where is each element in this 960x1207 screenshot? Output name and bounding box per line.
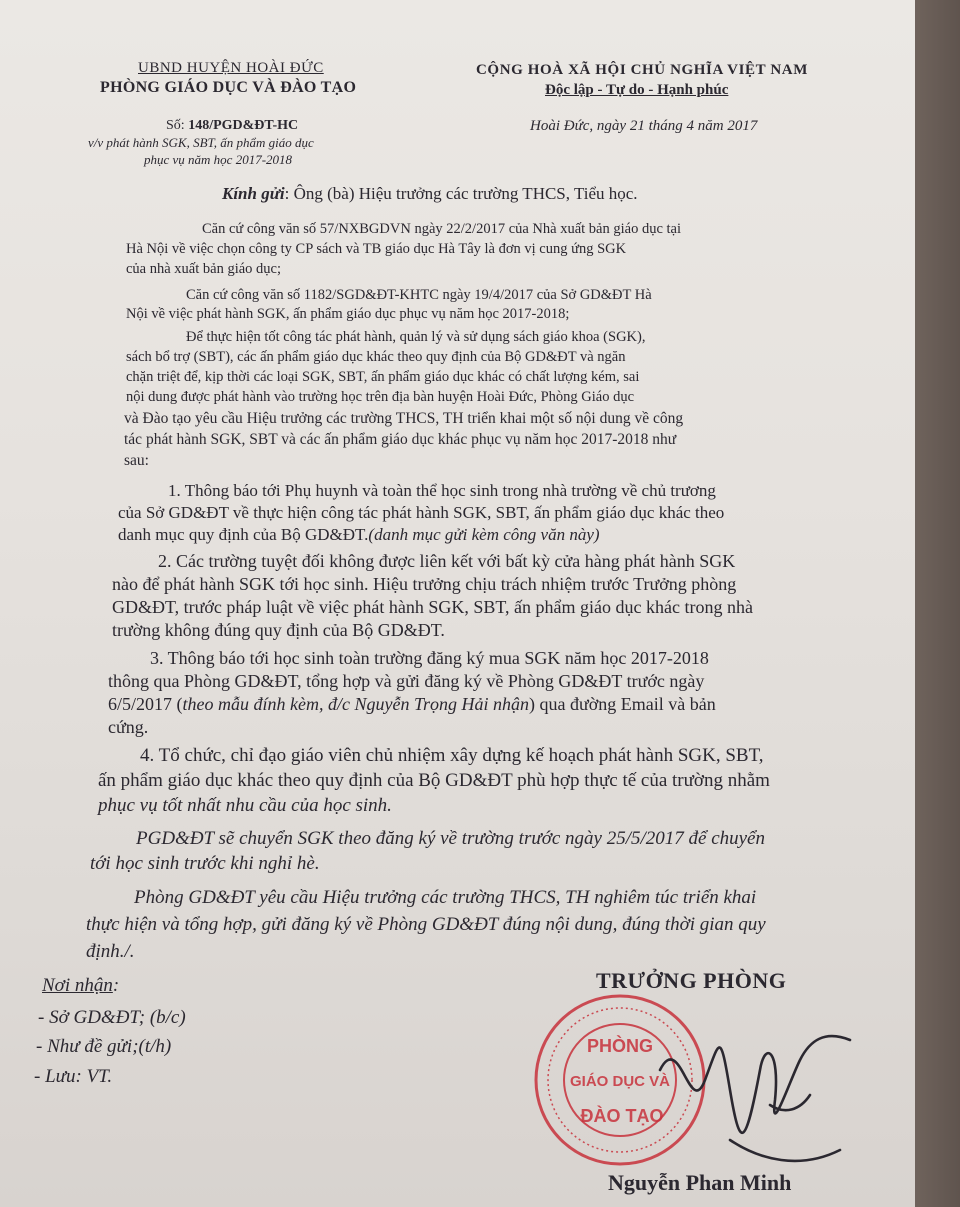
national-title: CỘNG HOÀ XÃ HỘI CHỦ NGHĨA VIỆT NAM	[476, 62, 808, 78]
recipient-item: - Như đề gửi;(t/h)	[36, 1036, 172, 1057]
body-line: Căn cứ công văn số 1182/SGD&ĐT-KHTC ngày 19/4/2017 của Sở GD&ĐT Hà	[186, 287, 652, 303]
greeting-text: : Ông (bà) Hiệu trưởng các trường THCS, Tiểu học.	[284, 184, 638, 203]
body-line: chặn triệt để, kịp thời các loại SGK, SBT, ấn phẩm giáo dục khác có chất lượng kém, sai	[126, 369, 640, 385]
greeting-label: Kính gửi	[222, 184, 285, 203]
body-line: và Đào tạo yêu cầu Hiệu trưởng các trường THCS, TH triển khai một số nội dung về công	[124, 410, 684, 427]
reference-code: 148/PGD&ĐT-HC	[188, 118, 299, 133]
body-line: thực hiện và tổng hợp, gửi đăng ký về Phòng GD&ĐT đúng nội dung, đúng thời gian quy	[86, 914, 766, 935]
body-line: nội dung được phát hành vào trường học trên địa bàn huyện Hoài Đức, Phòng Giáo dục	[126, 389, 635, 405]
body-line: tác phát hành SGK, SBT và các ấn phẩm giáo dục khác phục vụ năm học 2017-2018 như	[124, 431, 677, 448]
body-text: 6/5/2017 (	[108, 694, 183, 714]
recipients-title	[42, 975, 119, 997]
body-line: 2. Các trường tuyệt đối không được liên kết với bất kỳ cửa hàng phát hành SGK	[158, 551, 736, 571]
body-text: danh mục quy định của Bộ GD&ĐT.	[118, 525, 369, 544]
body-line	[118, 525, 600, 545]
body-line: cứng.	[108, 717, 149, 737]
body-line: tới học sinh trước khi nghỉ hè.	[90, 853, 320, 874]
reference-number	[166, 118, 298, 134]
body-line: PGD&ĐT sẽ chuyển SGK theo đăng ký về trường trước ngày 25/5/2017 để chuyển	[136, 828, 765, 849]
body-line: của nhà xuất bản giáo dục;	[126, 261, 282, 277]
body-line: Hà Nội về việc chọn công ty CP sách và TB giáo dục Hà Tây là đơn vị cung ứng SGK	[126, 241, 627, 257]
body-line: 3. Thông báo tới học sinh toàn trường đăng ký mua SGK năm học 2017-2018	[150, 648, 709, 668]
signatory-name: Nguyễn Phan Minh	[608, 1170, 792, 1195]
body-line: của Sở GD&ĐT về thực hiện công tác phát hành SGK, SBT, ấn phẩm giáo dục khác theo	[118, 503, 725, 522]
page-edge-shadow	[915, 0, 960, 1207]
national-motto: Độc lập - Tự do - Hạnh phúc	[545, 82, 729, 98]
body-line: 4. Tổ chức, chỉ đạo giáo viên chủ nhiệm xây dựng kế hoạch phát hành SGK, SBT,	[140, 745, 764, 766]
body-line: nào để phát hành SGK tới học sinh. Hiệu trưởng chịu trách nhiệm trước Trưởng phòng	[112, 574, 737, 594]
body-line: ấn phẩm giáo dục khác theo quy định của Bộ GD&ĐT phù hợp thực tế của trường nhằm	[98, 770, 770, 791]
body-text: ) qua đường Email và bản	[528, 694, 716, 714]
recipients-title-colon: :	[112, 975, 120, 996]
reference-prefix: Số:	[166, 118, 189, 133]
body-line: phục vụ tốt nhất nhu cầu của học sinh.	[98, 795, 392, 816]
subject-line-2: phục vụ năm học 2017-2018	[144, 152, 293, 167]
stamp-text-mid: GIÁO DỤC VÀ	[569, 1073, 671, 1090]
issuer-district: UBND HUYỆN HOÀI ĐỨC	[138, 60, 324, 76]
greeting	[222, 184, 638, 204]
document-date: Hoài Đức, ngày 21 tháng 4 năm 2017	[530, 118, 758, 134]
body-line: 1. Thông báo tới Phụ huynh và toàn thể học sinh trong nhà trường về chủ trương	[168, 481, 716, 500]
body-line: Căn cứ công văn số 57/NXBGDVN ngày 22/2/2017 của Nhà xuất bản giáo dục tại	[202, 221, 682, 237]
body-line: sau:	[124, 452, 149, 469]
recipients-title-label: Nơi nhận	[42, 975, 113, 996]
body-line: định./.	[86, 941, 135, 962]
body-text-italic: theo mẫu đính kèm, đ/c Nguyễn Trọng Hải nhận	[182, 694, 529, 714]
subject-line-1: v/v phát hành SGK, SBT, ấn phẩm giáo dục	[88, 135, 314, 150]
body-line: GD&ĐT, trước pháp luật về việc phát hành SGK, SBT, ấn phẩm giáo dục khác trong nhà	[112, 597, 753, 617]
body-line: sách bổ trợ (SBT), các ấn phẩm giáo dục khác theo quy định của Bộ GD&ĐT và ngăn	[126, 349, 626, 365]
body-line: trường không đúng quy định của Bộ GD&ĐT.	[112, 620, 445, 640]
issuer-department: PHÒNG GIÁO DỤC VÀ ĐÀO TẠO	[100, 79, 357, 96]
stamp-text-top: PHÒNG	[586, 1036, 654, 1056]
stamp-text-bottom: ĐÀO TẠO	[580, 1106, 664, 1126]
body-line: Phòng GD&ĐT yêu cầu Hiệu trưởng các trường THCS, TH nghiêm túc triển khai	[134, 887, 757, 908]
handwritten-signature-icon	[650, 1010, 860, 1180]
recipient-item: - Sở GD&ĐT; (b/c)	[38, 1007, 186, 1028]
signatory-title: TRƯỞNG PHÒNG	[596, 968, 787, 993]
body-line: Nội về việc phát hành SGK, ấn phẩm giáo dục phục vụ năm học 2017-2018;	[126, 306, 570, 322]
body-line: Để thực hiện tốt công tác phát hành, quản lý và sử dụng sách giáo khoa (SGK),	[186, 329, 646, 345]
recipient-item: - Lưu: VT.	[34, 1066, 113, 1087]
body-line	[108, 694, 716, 715]
body-text-italic: (danh mục gửi kèm công văn này)	[368, 525, 600, 544]
body-line: thông qua Phòng GD&ĐT, tổng hợp và gửi đăng ký về Phòng GD&ĐT trước ngày	[108, 671, 705, 691]
